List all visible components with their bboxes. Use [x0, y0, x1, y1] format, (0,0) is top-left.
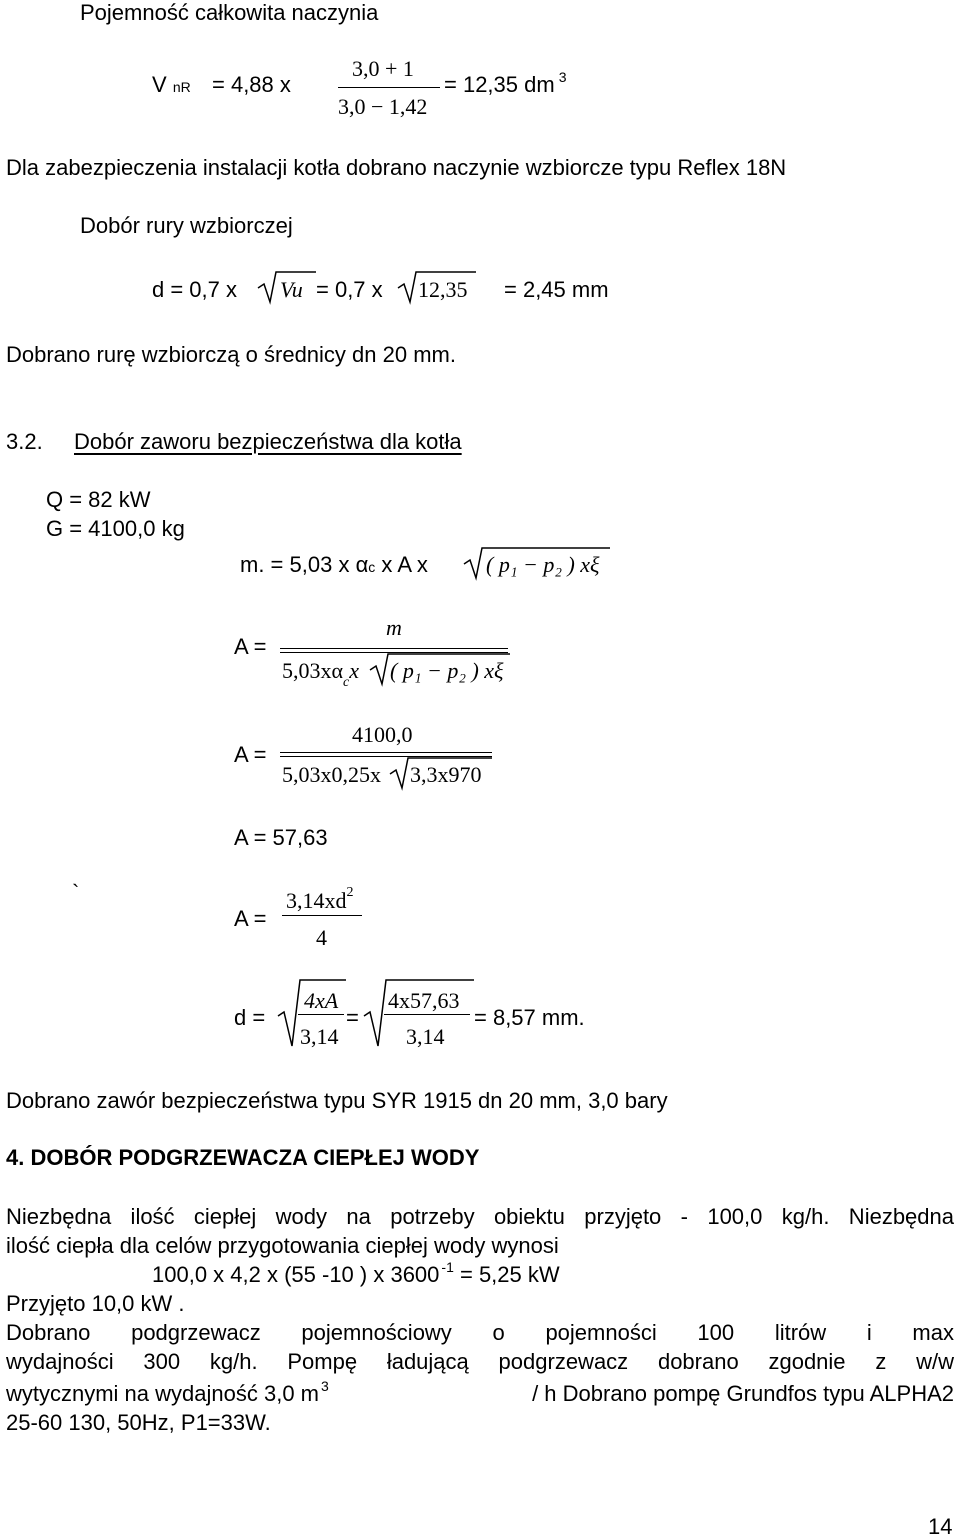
- d2-numerator: 4x57,63: [388, 988, 460, 1013]
- d-result: = 8,57 mm.: [474, 1005, 585, 1030]
- section-title: Dobór zaworu bezpieczeństwa dla kotła: [74, 429, 462, 454]
- heater-calc: 100,0 x 4,2 x (55 -10 ) x 3600 $^{-1}$ = 5,25 kW: [152, 1259, 560, 1287]
- pipe-eq-a: d = 0,7 x: [152, 277, 238, 302]
- valve-formula: m. = 5,03 x αc x A x: [240, 552, 428, 577]
- a-result: A = 57,63: [234, 825, 328, 850]
- q-line: Q = 82 kW: [46, 487, 151, 512]
- section-number: 3.2.: [6, 429, 43, 454]
- capacity-numerator: 3,0 + 1: [352, 56, 414, 81]
- valve-conclusion: Dobrano zawór bezpieczeństwa typu SYR 1915 dn 20 mm, 3,0 bary: [6, 1088, 668, 1113]
- a1-radicand: ( p₁ − p₂ ) xξ: [390, 658, 504, 683]
- pipe-conclusion: Dobrano rurę wzbiorczą o średnicy dn 20 mm.: [6, 342, 456, 367]
- heater-paragraph-line: 25-60 130, 50Hz, P1=33W.: [6, 1410, 271, 1435]
- d-label: d =: [234, 1005, 266, 1030]
- a1-fraction-bar: [280, 648, 508, 649]
- heater-paragraph-line: wytycznymi na wydajność 3,0 m $^3$ / h Dobrano pompę Grundfos typu ALPHA2: [6, 1378, 954, 1406]
- stray-mark: `: [72, 880, 80, 905]
- d2-fraction-bar: [384, 1014, 470, 1015]
- a2-numerator: 4100,0: [352, 722, 413, 747]
- pipe-rad-a: Vu: [280, 277, 303, 302]
- g-line: G = 4100,0 kg: [46, 516, 185, 541]
- a3-fraction-bar: [282, 915, 362, 916]
- capacity-lhs: V nR: [152, 72, 191, 97]
- a1-numerator: m: [386, 615, 402, 640]
- heater-heading: 4. DOBÓR PODGRZEWACZA CIEPŁEJ WODY: [6, 1145, 480, 1170]
- heater-adopted: Przyjęto 10,0 kW .: [6, 1291, 185, 1316]
- capacity-heading: Pojemność całkowita naczynia: [80, 0, 379, 25]
- heater-paragraph-line: Niezbędna ilość ciepłej wody na potrzeby obiektu przyjęto - 100,0 kg/h. Niezbędna: [6, 1204, 954, 1229]
- a3-denominator: 4: [316, 925, 327, 950]
- capacity-result: = 12,35 dm $^3$: [444, 69, 567, 97]
- d2-denominator: 3,14: [406, 1024, 445, 1049]
- heater-paragraph-line: Dobrano podgrzewacz pojemnościowy o pojemności 100 litrów i max: [6, 1320, 954, 1345]
- d1-fraction-bar: [298, 1014, 344, 1015]
- a-label: A =: [234, 742, 267, 767]
- pipe-rad-b: 12,35: [418, 277, 468, 302]
- page-number: 14: [928, 1514, 953, 1539]
- valve-formula-radicand: ( p₁ − p₂ ) xξ: [486, 552, 600, 577]
- pipe-result: = 2,45 mm: [504, 277, 609, 302]
- vessel-note: Dla zabezpieczenia instalacji kotła dobrano naczynie wzbiorcze typu Reflex 18N: [6, 155, 787, 180]
- heater-paragraph-line: ilość ciepła dla celów przygotowania ciepłej wody wynosi: [6, 1233, 559, 1258]
- d-equals: =: [346, 1005, 359, 1030]
- a-label: A =: [234, 906, 267, 931]
- capacity-fraction-bar: [338, 87, 440, 88]
- a-label: A =: [234, 634, 267, 659]
- a2-fraction-bar: [280, 752, 492, 753]
- pipe-heading: Dobór rury wzbiorczej: [80, 213, 293, 238]
- d1-numerator: 4xA: [304, 988, 339, 1013]
- a2-denominator: 5,03x0,25x: [282, 762, 381, 787]
- a1-denominator: $5,03x\alpha_cx$: [282, 658, 360, 690]
- capacity-denominator: 3,0 − 1,42: [338, 94, 428, 119]
- pipe-eq-b: = 0,7 x: [316, 277, 383, 302]
- d1-denominator: 3,14: [300, 1024, 339, 1049]
- a2-radicand: 3,3x970: [410, 762, 482, 787]
- capacity-eq: = 4,88 x: [212, 72, 291, 97]
- heater-paragraph-line: wydajności 300 kg/h. Pompę ładującą podgrzewacz dobrano zgodnie z w/w: [6, 1349, 954, 1374]
- a3-numerator: $3,14xd^2$: [286, 885, 354, 913]
